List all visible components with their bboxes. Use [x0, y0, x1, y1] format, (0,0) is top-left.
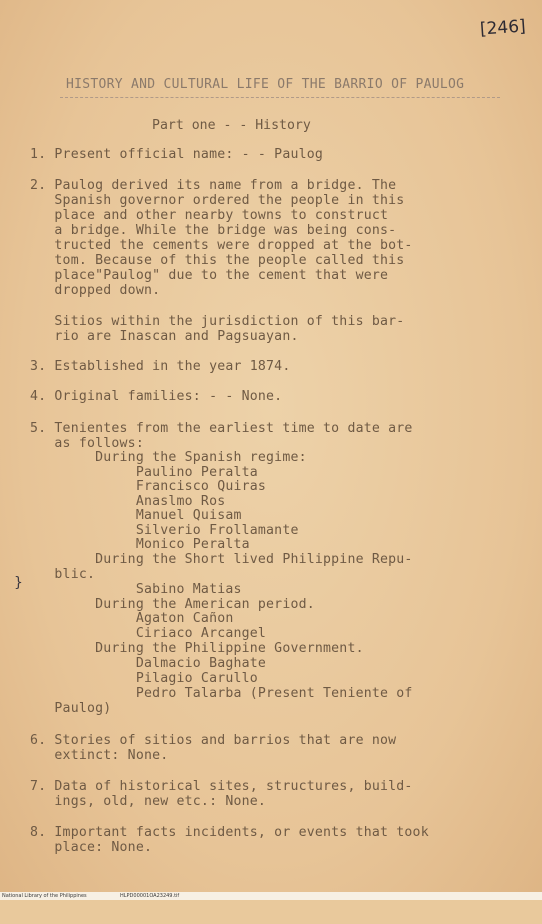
text-line: Paulino Peralta — [30, 465, 258, 480]
text-line: blic. — [30, 567, 96, 582]
title-underline — [60, 97, 500, 98]
text-line: During the American period. — [30, 597, 315, 612]
library-credit: National Library of the Philippines — [2, 893, 87, 899]
text-line: 3. Established in the year 1874. — [30, 359, 291, 374]
text-line: Sitios within the jurisdiction of this bar- — [30, 314, 405, 329]
text-line: Sabino Matias — [30, 582, 242, 597]
text-line: 4. Original families: - - None. — [30, 389, 283, 404]
text-line: During the Spanish regime: — [30, 450, 307, 465]
text-line: extinct: None. — [30, 748, 169, 763]
text-line: rio are Inascan and Pagsuayan. — [30, 329, 299, 344]
text-line: dropped down. — [30, 283, 161, 298]
text-line: Anaslmo Ros — [30, 494, 226, 509]
text-line: Manuel Quisam — [30, 508, 242, 523]
scan-footer — [0, 892, 542, 900]
text-line: 1. Present official name: - - Paulog — [30, 147, 324, 162]
text-line: 8. Important facts incidents, or events that took — [30, 825, 429, 840]
text-line: tom. Because of this the people called this — [30, 253, 405, 268]
scan-filename: HLPD00001OA23249.tif — [120, 893, 180, 899]
text-line: tructed the cements were dropped at the bot- — [30, 238, 413, 253]
text-line: Paulog) — [30, 701, 112, 716]
text-line: Dalmacio Baghate — [30, 656, 267, 671]
text-line: 5. Tenientes from the earliest time to date are — [30, 421, 413, 436]
text-line: place and other nearby towns to construct — [30, 208, 389, 223]
text-line: a bridge. While the bridge was being cons- — [30, 223, 397, 238]
margin-bracket-mark: } — [14, 575, 23, 591]
text-line: Pedro Talarba (Present Teniente of — [30, 686, 413, 701]
text-line: During the Philippine Government. — [30, 641, 364, 656]
text-line: 6. Stories of sitios and barrios that are now — [30, 733, 397, 748]
section-heading: Part one - - History — [152, 118, 311, 133]
text-line: Agaton Cañon — [30, 611, 234, 626]
text-line: During the Short lived Philippine Repu- — [30, 552, 413, 567]
handwritten-reference-number: [246] — [479, 16, 527, 40]
text-line: as follows: — [30, 436, 144, 451]
text-line: Pilagio Carullo — [30, 671, 258, 686]
text-line: ings, old, new etc.: None. — [30, 794, 267, 809]
text-line: Silverio Frollamante — [30, 523, 299, 538]
text-line: Ciriaco Arcangel — [30, 626, 267, 641]
text-line: Spanish governor ordered the people in this — [30, 193, 405, 208]
document-title: HISTORY AND CULTURAL LIFE OF THE BARRIO OF PAULOG — [66, 77, 465, 92]
text-line: place"Paulog" due to the cement that were — [30, 268, 389, 283]
text-line: place: None. — [30, 840, 153, 855]
text-line: Monico Peralta — [30, 537, 250, 552]
text-line: Francisco Quiras — [30, 479, 267, 494]
text-line: 7. Data of historical sites, structures, build- — [30, 779, 413, 794]
text-line: 2. Paulog derived its name from a bridge. The — [30, 178, 397, 193]
